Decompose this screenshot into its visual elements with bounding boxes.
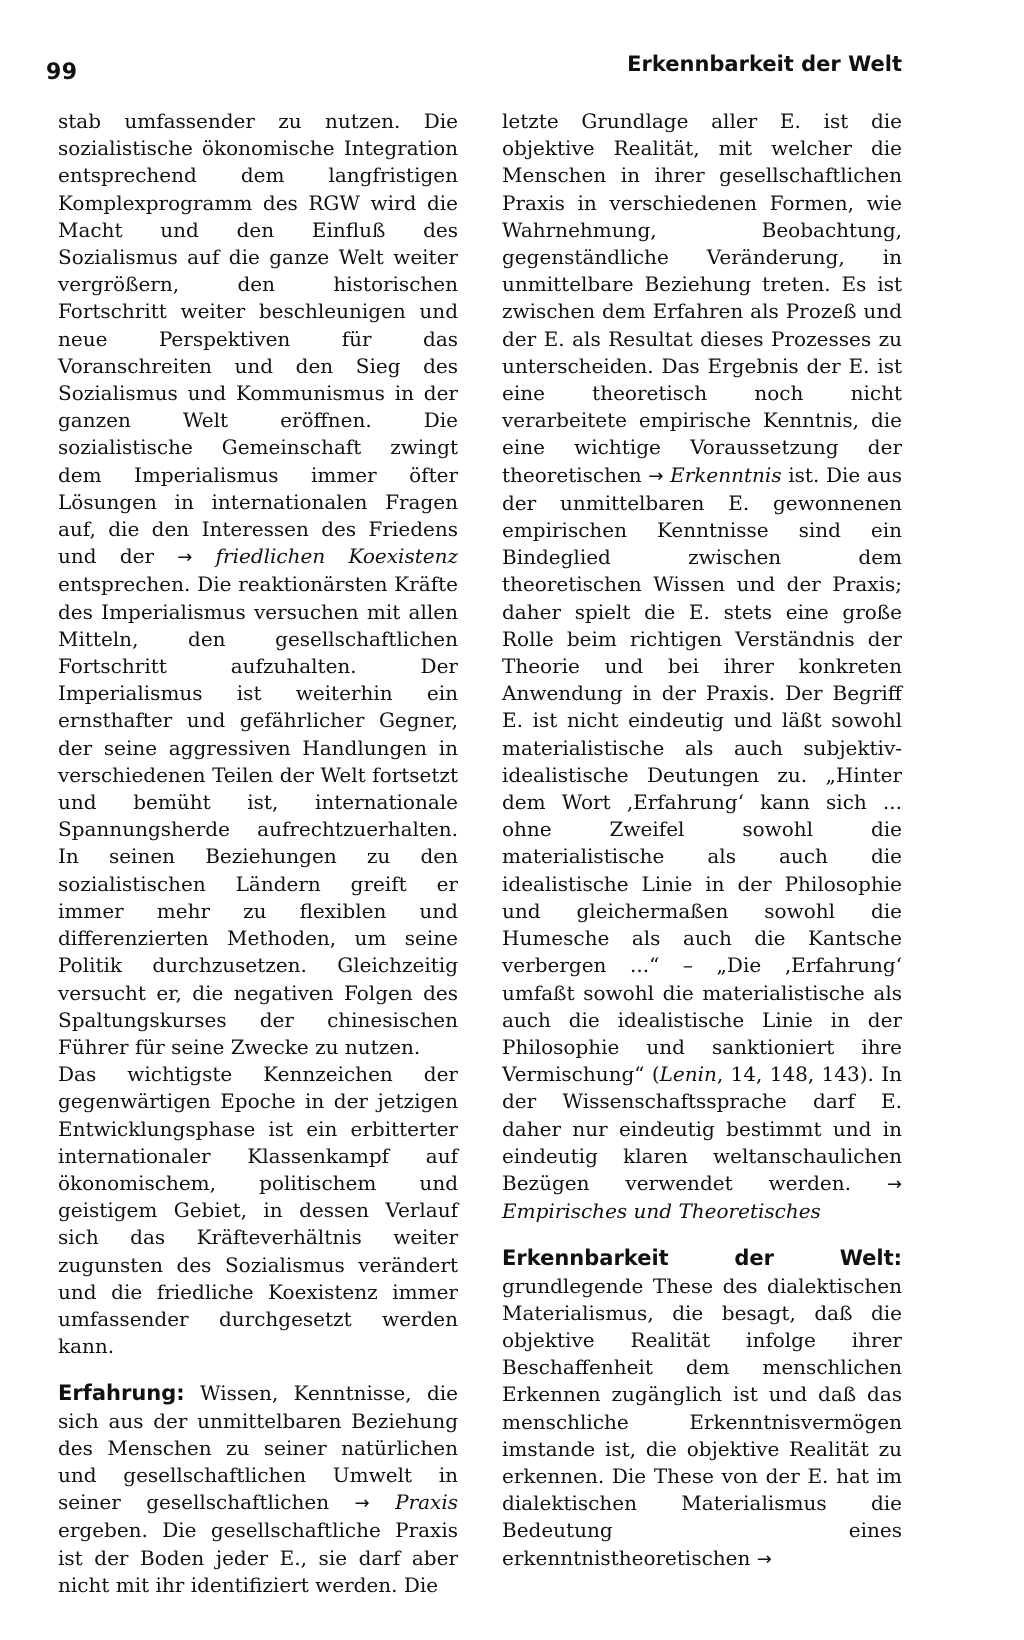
right-column	[502, 108, 902, 1573]
entry-headword: Erfahrung:	[58, 1381, 185, 1406]
cross-reference-link[interactable]: Empirisches und Theoretisches	[502, 1199, 821, 1224]
paragraph-text: entsprechen. Die reaktionärsten Kräfte des Imperialismus versuchen mit allen Mitteln, den gesellschaftlichen Fortschritt aufzuhalten. Der Imperialismus ist weiterhin ein ernsthafter und gefährlicher Gegner, der seine aggressiven Handlungen in verschiedenen Teilen der Welt fortsetzt und bemüht ist, internationale Spannungsherde aufrechtzuerhalten. In seinen Beziehungen zu den sozialistischen Ländern greift er immer mehr zu flexiblen und differenzierten Methoden, um seine Politik durchzusetzen. Gleichzeitig versucht er, die negativen Folgen des Spaltungskurses der chinesischen Führer für seine Zwecke zu nutzen.	[58, 572, 458, 1059]
cross-reference-arrow-icon: →	[177, 547, 193, 569]
page-number: 99	[46, 60, 78, 85]
cross-reference-link[interactable]: friedlichen Koexistenz	[215, 544, 458, 569]
paragraph-text: Das wichtigste Kennzeichen der gegenwärtigen Epoche in der jetzigen Entwicklungsphase ist ein erbitterter internationaler Klassenkampf auf ökonomischem, politischem und geistigem Gebiet, in dessen Verlauf sich das Kräfteverhältnis weiter zugunsten des Sozialismus verändert und die friedliche Koexistenz immer umfassender durchgesetzt werden kann.	[58, 1062, 458, 1359]
paragraph	[58, 1061, 458, 1360]
entry-text: grundlegende These des dialektischen Materialismus, die besagt, daß die objektive Realität infolge ihrer Beschaffenheit dem menschlichen Erkennen zugänglich ist und daß das menschliche Erkenntnisvermögen imstande ist, die objektive Realität zu erkennen. Die These von der E. hat im dialektischen Materialismus die Bedeutung eines erkenntnistheoretischen	[502, 1273, 902, 1570]
cross-reference-arrow-icon: →	[756, 1548, 772, 1570]
dictionary-entry-erkennbarkeit	[502, 1245, 902, 1572]
cross-reference-arrow-icon: →	[354, 1493, 370, 1515]
entry-text: Wissen, Kenntnisse, die sich aus der unmittelbaren Beziehung des Menschen zu seiner natürlichen und gesellschaftlichen Umwelt in seiner gesellschaftlichen	[58, 1381, 458, 1515]
running-title: Erkennbarkeit der Welt	[627, 52, 902, 76]
paragraph	[502, 108, 902, 1225]
paragraph-text: letzte Grundlage aller E. ist die objektive Realität, mit welcher die Menschen in ihrer gesellschaftlichen Praxis in verschiedenen Formen, wie Wahrnehmung, Beobachtung, gegenständliche Veränderung, in unmittelbare Beziehung treten. Es ist zwischen dem Erfahren als Prozeß und der E. als Resultat dieses Prozesses zu unterscheiden. Das Ergebnis der E. ist eine theoretisch noch nicht verarbeitete empirische Kenntnis, die eine wichtige Voraussetzung der theoretischen	[502, 109, 902, 487]
left-column	[58, 108, 458, 1599]
paragraph-text: ist. Die aus der unmittelbaren E. gewonnenen empirischen Kenntnisse sind ein Bindeglied zwischen dem theoretischen Wissen und der Praxis; daher spielt die E. stets eine große Rolle beim richtigen Verständnis der Theorie und bei ihrer konkreten Anwendung in der Praxis. Der Begriff E. ist nicht eindeutig und läßt sowohl materialistische als auch subjektiv-idealistische Deutungen zu. „Hinter dem Wort ‚Erfahrung‘ kann sich ... ohne Zweifel sowohl die materialistische als auch die idealistische Linie in der Philosophie und gleichermaßen sowohl die Humesche als auch die Kantsche verbergen ...“ – „Die ‚Erfahrung‘ umfaßt sowohl die materialistische als auch die idealistische Linie in der Philosophie und sanktioniert ihre Vermischung“ (	[502, 462, 902, 1087]
paragraph-text: , 14, 148, 143). In der Wissenschaftssprache darf E. daher nur eindeutig bestimmt und in eindeutig klaren weltanschaulichen Bezügen verwendet werden.	[502, 1062, 902, 1195]
cross-reference-link[interactable]: Praxis	[395, 1490, 458, 1515]
entry-headword: Erkennbarkeit der Welt:	[502, 1246, 902, 1271]
cross-reference-arrow-icon: →	[648, 465, 664, 487]
cross-reference-link[interactable]: Erkenntnis	[670, 462, 782, 487]
dictionary-entry-erfahrung	[58, 1380, 458, 1599]
cross-reference-arrow-icon: →	[886, 1173, 902, 1195]
paragraph-text: stab umfassender zu nutzen. Die sozialistische ökonomische Integration entsprechend dem langfristigen Komplexprogramm des RGW wird die Macht und den Einfluß des Sozialismus auf die ganze Welt weiter vergrößern, den historischen Fortschritt weiter beschleunigen und neue Perspektiven für das Voranschreiten und den Sieg des Sozialismus und Kommunismus in der ganzen Welt eröffnen. Die sozialistische Gemeinschaft zwingt dem Imperialismus immer öfter Lösungen in internationalen Fragen auf, die den Interessen des Friedens und der	[58, 109, 458, 569]
citation-author: Lenin	[659, 1062, 717, 1087]
paragraph	[58, 108, 458, 1061]
entry-text: ergeben. Die gesellschaftliche Praxis ist der Boden jeder E., sie darf aber nicht mit ihr identifiziert werden. Die	[58, 1518, 458, 1597]
